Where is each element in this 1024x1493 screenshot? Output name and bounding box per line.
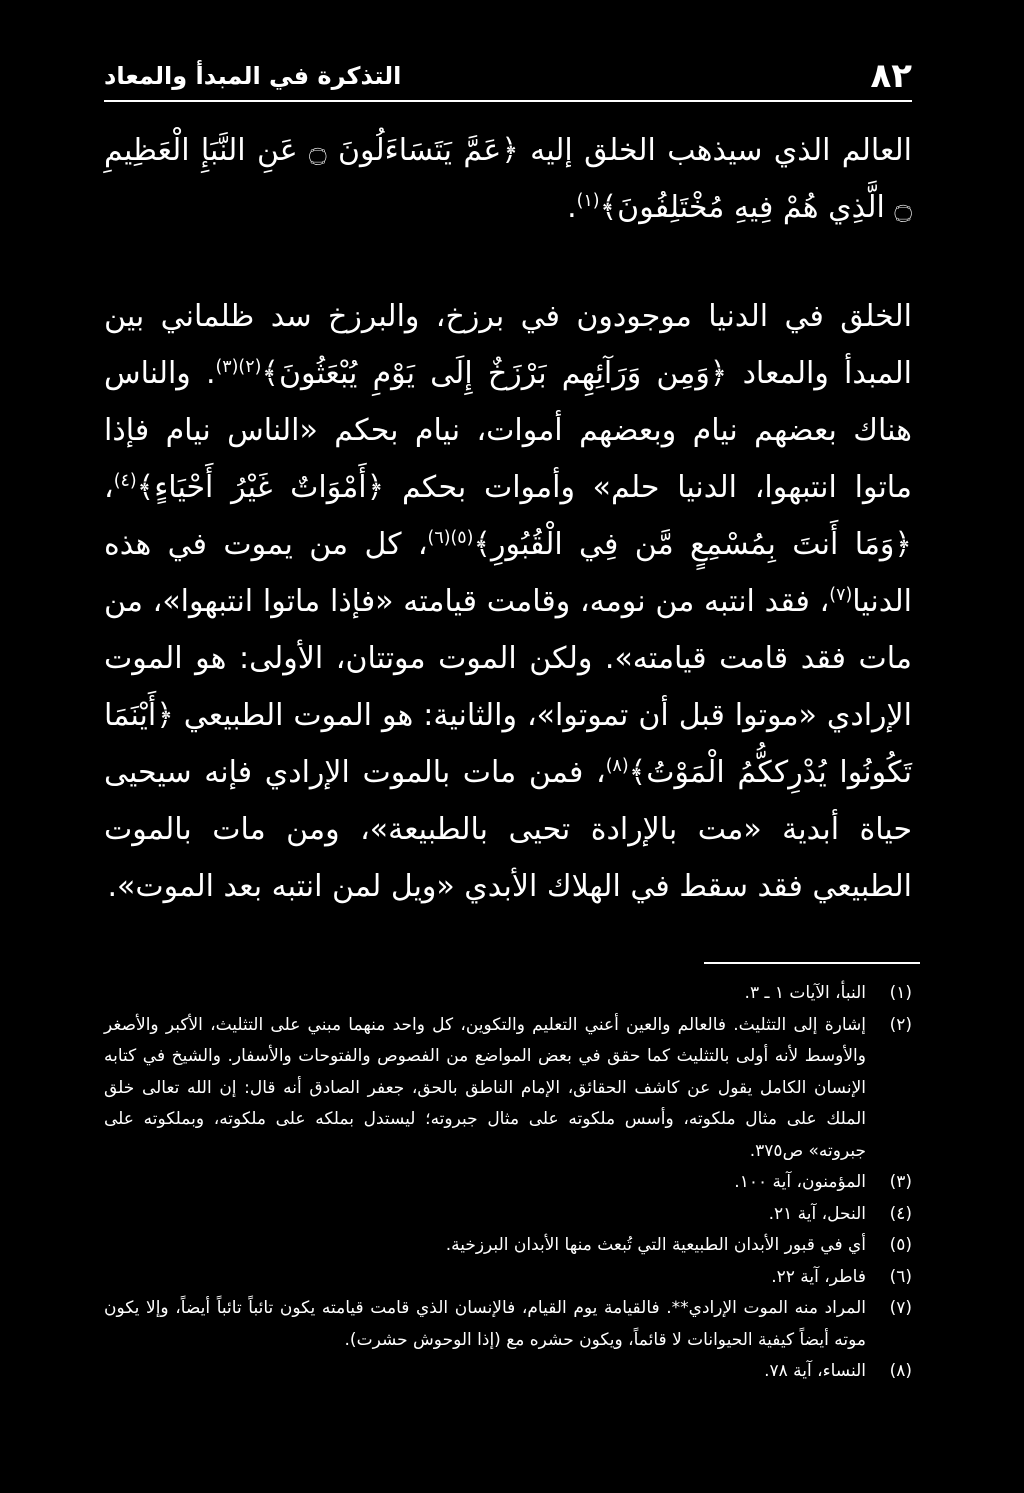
footnote: (٨) النساء، آية ٧٨. xyxy=(764,1361,912,1381)
footnote-divider xyxy=(704,962,920,964)
footnote: (٣) المؤمنون، آية ١٠٠. xyxy=(734,1172,912,1192)
footnote-ref-2-3: (٢)(٣) xyxy=(215,357,262,377)
footnote: (٦) فاطر، آية ٢٢. xyxy=(771,1266,912,1287)
running-title: التذكرة في المبدأ والمعاد xyxy=(104,62,402,90)
paragraph-2: الخلق في الدنيا موجودون في برزخ، والبرزخ سد ظلماني بين المبدأ والمعاد ﴿وَمِن وَرَآئِهِم بَرْزَخٌ إِلَى يَوْمِ يُبْعَثُونَ﴾$^{(٢)(٣)}$. والناس هناك بعضهم نيام وبعضهم أموات، نيام بحكم «الناس نيام فإذا ماتوا انتبهوا، الدنيا حلم» وأموات بحكم ﴿أَمْوَاتٌ غَيْرُ أَحْيَاءٍ﴾$^{(٤)}$، ﴿وَمَا أَنتَ بِمُسْمِعٍ مَّن فِي الْقُبُورِ﴾$^{(٥)(٦)}$، كل من يموت في هذه الدنيا$^{(٧)}$، فقد انتبه من نومه، وقامت قيامته «فإذا ماتوا انتبهوا»، من مات فقد قامت قيامته». ولكن الموت موتتان، الأولى: هو الموت الإرادي «موتوا قبل أن تموتوا»، والثانية: هو الموت الطبيعي ﴿أَيْنَمَا تَكُونُوا يُدْرِككُّمُ الْمَوْتُ﴾$^{(٨)}$، فمن مات بالموت الإرادي فإنه سيحيى حياة أبدية «مت بالإرادة تحيى بالطبيعة»، ومن مات بالموت الطبيعي فقد سقط في الهلاك الأبدي «ويل لمن انتبه بعد الموت». xyxy=(104,299,912,904)
footnotes xyxy=(104,978,912,1388)
main-text xyxy=(104,122,912,915)
page-header xyxy=(104,52,912,102)
footnote: (١) النبأ، الآيات ١ ـ ٣. xyxy=(744,983,912,1003)
footnote: (٥) أي في قبور الأبدان الطبيعية التي تُبعث منها الأبدان البرزخية. xyxy=(445,1235,912,1255)
page-number: ٨٢ xyxy=(870,56,912,96)
footnote: (٧) المراد منه الموت الإرادي**. فالقيامة يوم القيام، فالإنسان الذي قامت قيامته يكون تائباً تائباً أيضاً، وإلا يكون موته أيضاً كيفية الحيوانات لا قائماً، ويكون حشره مع (إذا الوحوش حشرت). xyxy=(104,1298,912,1350)
footnote-ref-4: (٤) xyxy=(113,471,137,491)
footnote-ref-5-6: (٥)(٦) xyxy=(427,528,474,548)
footnote-ref-8: (٨) xyxy=(605,756,629,776)
footnote-ref-7: (٧) xyxy=(829,585,853,605)
footnote: (٤) النحل، آية ٢١. xyxy=(768,1203,912,1224)
footnote-ref-1: (١) xyxy=(576,191,600,211)
footnote: (٢) إشارة إلى التثليث. فالعالم والعين أعني التعليم والتكوين، كل واحد منهما مبني على التثليث، الأكبر والأصغر والأوسط لأنه أولى بالتثليث كما حقق في بعض المواضع من الفصوص والفتوحات والأسفار. والشيخ في كتابه الإنسان الكامل يقول عن كاشف الحقائق، الإمام الناطق بالحق، جعفر الصادق أنه قال: إن الله تعالى خلق الملك على مثال ملكوته، وأسس ملكوته على مثال جبروته؛ ليستدل بملكه على ملكوته، وبملكوته على جبروته» ص٣٧٥. xyxy=(104,1014,912,1161)
paragraph-1: العالم الذي سيذهب الخلق إليه ﴿عَمَّ يَتَسَاءَلُونَ ۝ عَنِ النَّبَإِ الْعَظِيمِ ۝ الَّذِي هُمْ فِيهِ مُخْتَلِفُونَ﴾$^{(١)}$. xyxy=(104,133,912,225)
